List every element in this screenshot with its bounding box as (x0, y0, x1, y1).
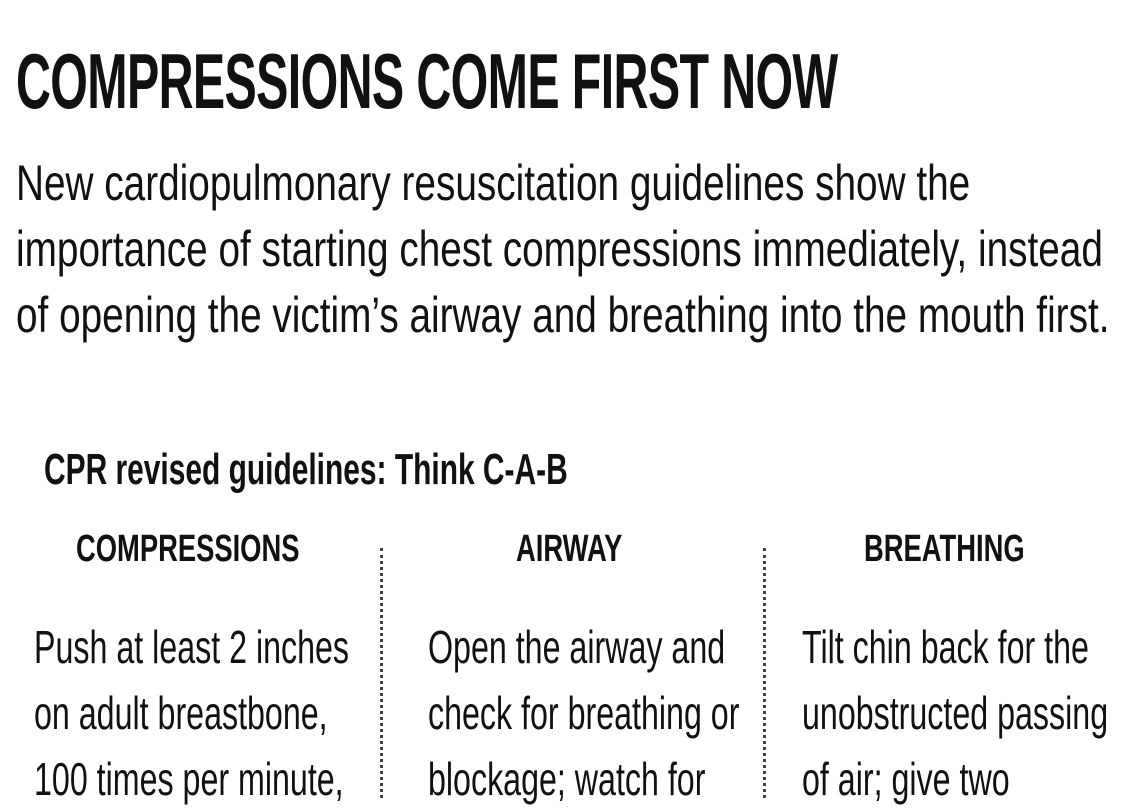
column-line: 100 times per minute, (34, 753, 344, 805)
column-line: Open the airway and (428, 621, 726, 673)
column-airway (516, 530, 664, 568)
column-body-breathing (802, 614, 1108, 812)
column-body-airway (428, 614, 739, 812)
column-heading-compressions: COMPRESSIONS (76, 528, 300, 570)
subhead: CPR revised guidelines: Think C-A-B (44, 445, 568, 494)
column-breathing (864, 530, 1087, 568)
intro-line: New cardiopulmonary resuscitation guidelines show the (16, 155, 971, 211)
column-divider (380, 548, 383, 798)
column-line: of air; give two (802, 753, 1010, 805)
column-line: Push at least 2 inches (34, 621, 350, 673)
column-line: on adult breastbone, (34, 687, 328, 739)
intro-paragraph (16, 150, 1110, 348)
column-divider (763, 548, 766, 798)
column-line: unobstructed passing (802, 687, 1109, 739)
headline: COMPRESSIONS COME FIRST NOW (16, 37, 838, 125)
column-body-compressions (34, 614, 349, 812)
column-line: check for breathing or (428, 687, 740, 739)
intro-line: importance of starting chest compressions immediately, instead (16, 221, 1103, 277)
column-heading-breathing: BREATHING (864, 528, 1025, 570)
column-compressions (76, 530, 386, 568)
column-heading-airway: AIRWAY (516, 528, 623, 570)
column-line: Tilt chin back for the (802, 621, 1089, 673)
column-line: blockage; watch for (428, 753, 706, 805)
intro-line: of opening the victim’s airway and breathing into the mouth first. (16, 287, 1110, 343)
